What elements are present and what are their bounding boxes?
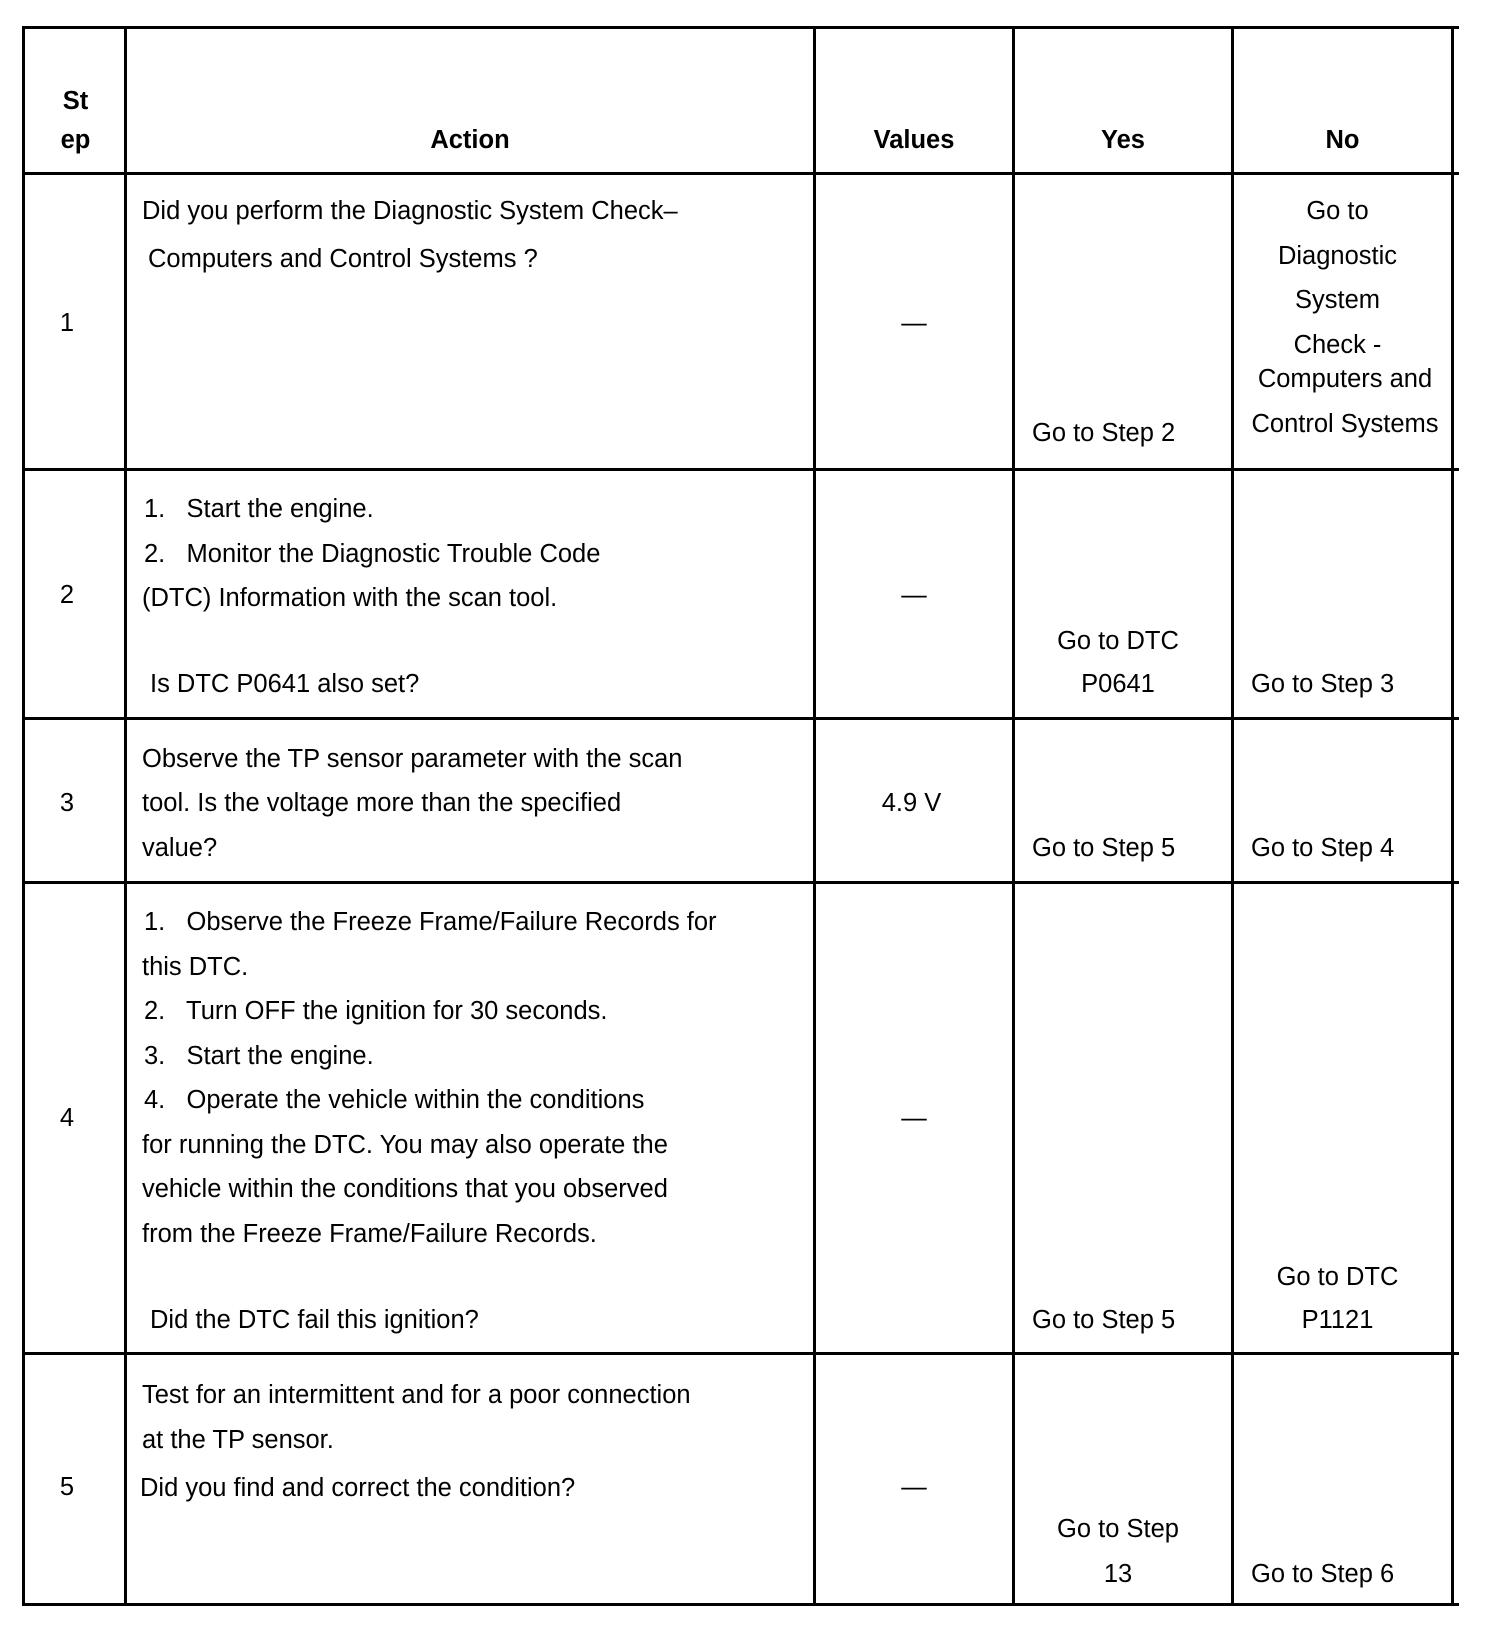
step-number: 3 xyxy=(59,789,75,817)
step-number: 2 xyxy=(59,581,75,609)
action-text: Is DTC P0641 also set? xyxy=(150,670,420,698)
no-target: Go to DTC xyxy=(1276,1263,1399,1291)
value-text: — xyxy=(901,309,927,337)
no-target: Go to Step 6 xyxy=(1251,1560,1395,1588)
yes-target: Go to Step 5 xyxy=(1032,834,1176,862)
action-text: for running the DTC. You may also operate the xyxy=(142,1131,668,1159)
action-text: tool. Is the voltage more than the specified xyxy=(142,789,622,817)
yes-target: P0641 xyxy=(1081,670,1155,698)
value-text: 4.9 V xyxy=(881,789,942,817)
table-border-top xyxy=(22,26,1459,29)
action-text: 3. Start the engine. xyxy=(144,1042,374,1070)
no-target: Go to Step 3 xyxy=(1251,670,1395,698)
header-row-divider xyxy=(22,172,1459,175)
action-text: from the Freeze Frame/Failure Records. xyxy=(142,1220,597,1248)
step-number: 1 xyxy=(59,309,75,337)
yes-target: Go to DTC xyxy=(1057,627,1179,655)
action-text: Computers and Control Systems ? xyxy=(148,245,538,273)
no-target: Computers and xyxy=(1257,365,1433,393)
action-text: this DTC. xyxy=(142,953,249,981)
header-yes: Yes xyxy=(1101,126,1145,154)
step-number: 4 xyxy=(59,1104,75,1132)
yes-target: Go to Step 2 xyxy=(1032,419,1176,447)
no-target: Control Systems xyxy=(1251,410,1439,438)
action-text: Did you find and correct the condition? xyxy=(140,1474,576,1502)
header-no: No xyxy=(1325,126,1360,154)
header-step: ep xyxy=(60,126,91,154)
yes-target: Go to Step xyxy=(1057,1515,1179,1543)
no-target: Check - xyxy=(1293,331,1382,359)
row-divider xyxy=(22,881,1459,884)
header-step: St xyxy=(62,87,89,115)
action-text: Test for an intermittent and for a poor connection xyxy=(142,1381,691,1409)
no-target: Go to Step 4 xyxy=(1251,834,1395,862)
table-border-bottom xyxy=(22,1603,1459,1606)
row-divider xyxy=(22,717,1459,720)
action-text: 4. Operate the vehicle within the conditions xyxy=(144,1086,645,1114)
value-text: — xyxy=(901,581,927,609)
table-border-left xyxy=(22,26,25,1606)
value-text: — xyxy=(901,1473,927,1501)
action-text: 2. Turn OFF the ignition for 30 seconds. xyxy=(144,997,608,1025)
row-divider xyxy=(22,468,1459,471)
action-text: value? xyxy=(142,834,218,862)
action-text: 1. Start the engine. xyxy=(144,495,374,523)
action-text: vehicle within the conditions that you observed xyxy=(142,1175,668,1203)
no-target: System xyxy=(1294,286,1381,314)
value-text: — xyxy=(901,1104,927,1132)
action-text: 2. Monitor the Diagnostic Trouble Code xyxy=(144,540,601,568)
row-divider xyxy=(22,1352,1459,1355)
column-divider xyxy=(124,26,127,1606)
header-action: Action xyxy=(430,126,510,154)
yes-target: Go to Step 5 xyxy=(1032,1306,1176,1334)
action-text: Did you perform the Diagnostic System Check– xyxy=(142,197,678,225)
no-target: Go to xyxy=(1306,197,1369,225)
action-text: at the TP sensor. xyxy=(142,1426,334,1454)
action-text: Did the DTC fail this ignition? xyxy=(150,1306,479,1334)
action-text: 1. Observe the Freeze Frame/Failure Records for xyxy=(144,908,717,936)
no-target: P1121 xyxy=(1301,1306,1374,1334)
step-number: 5 xyxy=(59,1473,75,1501)
yes-target: 13 xyxy=(1103,1560,1133,1588)
action-text: (DTC) Information with the scan tool. xyxy=(142,584,558,612)
action-text: Observe the TP sensor parameter with the scan xyxy=(142,745,683,773)
column-divider xyxy=(1012,26,1015,1606)
no-target: Diagnostic xyxy=(1277,242,1398,270)
table-border-right xyxy=(1451,26,1454,1606)
header-values: Values xyxy=(873,126,955,154)
